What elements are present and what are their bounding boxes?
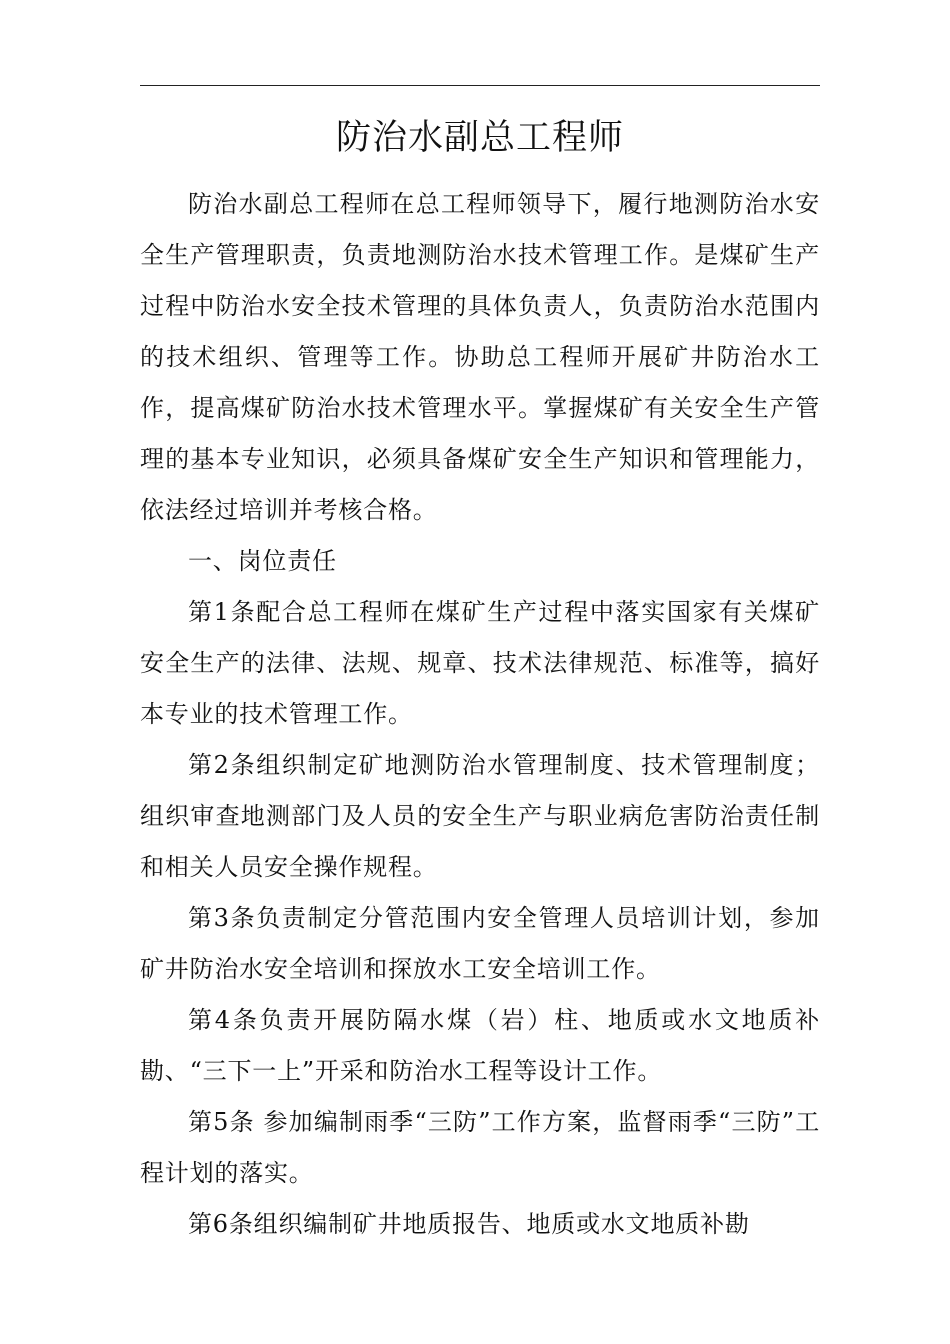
article-2: 第2条组织制定矿地测防治水管理制度、技术管理制度；组织审查地测部门及人员的安全生产与职业病危害防治责任制和相关人员安全操作规程。 — [140, 751, 820, 881]
document-body — [140, 179, 820, 1250]
article-1: 第1条配合总工程师在煤矿生产过程中落实国家有关煤矿安全生产的法律、法规、规章、技术法律规范、标准等，搞好本专业的技术管理工作。 — [140, 598, 820, 728]
section-heading: 一、岗位责任 — [188, 547, 337, 575]
article-4: 第4条负责开展防隔水煤（岩）柱、地质或水文地质补勘、“三下一上”开采和防治水工程等设计工作。 — [140, 1006, 820, 1085]
document-title: 防治水副总工程师 — [335, 118, 624, 158]
article-3: 第3条负责制定分管范围内安全管理人员培训计划，参加矿井防治水安全培训和探放水工安全培训工作。 — [140, 904, 820, 983]
article-6: 第6条组织编制矿井地质报告、地质或水文地质补勘 — [188, 1210, 750, 1238]
article-5: 第5条 参加编制雨季“三防”工作方案，监督雨季“三防”工程计划的落实。 — [140, 1108, 820, 1187]
header-rule — [140, 85, 820, 86]
intro-paragraph: 防治水副总工程师在总工程师领导下，履行地测防治水安全生产管理职责，负责地测防治水技术管理工作。是煤矿生产过程中防治水安全技术管理的具体负责人，负责防治水范围内的技术组织、管理等工作。协助总工程师开展矿井防治水工作，提高煤矿防治水技术管理水平。掌握煤矿有关安全生产管理的基本专业知识，必须具备煤矿安全生产知识和管理能力，依法经过培训并考核合格。 — [140, 190, 820, 524]
